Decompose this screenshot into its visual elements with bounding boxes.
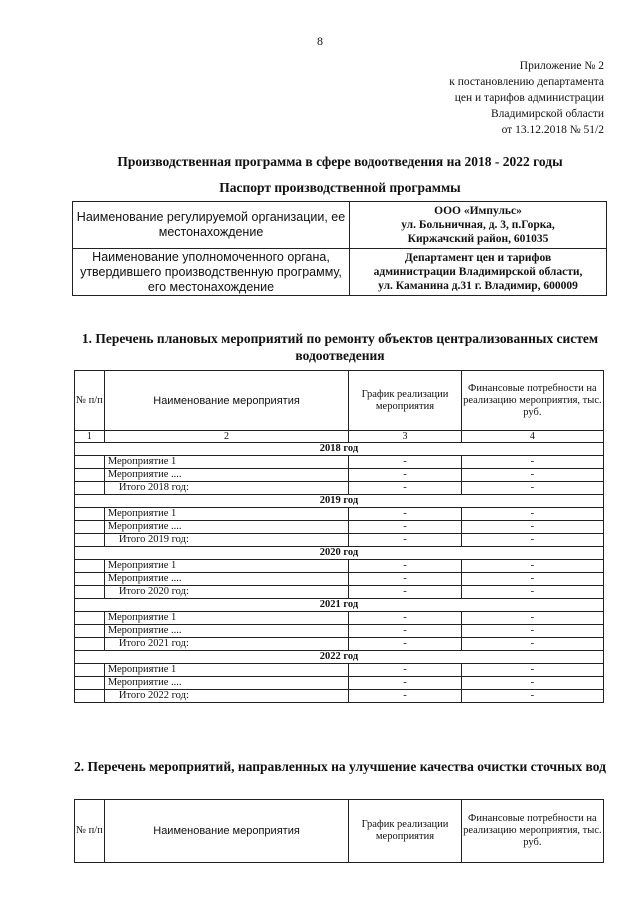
header-number: № п/п bbox=[75, 371, 105, 431]
cell-measure-name: Итого 2022 год: bbox=[104, 690, 348, 703]
cell-schedule: - bbox=[349, 456, 461, 469]
section2-title: 2. Перечень мероприятий, направленных на улучшение качества очистки сточных вод bbox=[74, 759, 606, 774]
cell-finance: - bbox=[461, 690, 603, 703]
passport-row-organization bbox=[73, 202, 607, 249]
cell-finance: - bbox=[461, 560, 603, 573]
cell-finance: - bbox=[461, 664, 603, 677]
cell-finance: - bbox=[461, 638, 603, 651]
column-number-row bbox=[75, 431, 604, 443]
measures-table-section1 bbox=[74, 370, 604, 703]
cell-measure-name: Мероприятие 1 bbox=[104, 508, 348, 521]
cell-schedule: - bbox=[349, 638, 461, 651]
table-row bbox=[75, 534, 604, 547]
cell-schedule: - bbox=[349, 573, 461, 586]
program-title: Производственная программа в сфере водоотведения на 2018 - 2022 годы bbox=[117, 154, 563, 169]
table-row bbox=[75, 638, 604, 651]
cell-finance: - bbox=[461, 469, 603, 482]
cell-number bbox=[75, 677, 105, 690]
cell-schedule: - bbox=[349, 677, 461, 690]
table-header-row bbox=[75, 371, 604, 431]
cell-schedule: - bbox=[349, 690, 461, 703]
passport-row-authority bbox=[73, 249, 607, 296]
cell-number bbox=[75, 508, 105, 521]
table-row bbox=[75, 508, 604, 521]
table-row bbox=[75, 521, 604, 534]
year-row bbox=[75, 443, 604, 456]
year-label: 2021 год bbox=[75, 599, 604, 612]
table-row bbox=[75, 664, 604, 677]
column-number: 3 bbox=[349, 431, 461, 443]
cell-measure-name: Итого 2020 год: bbox=[104, 586, 348, 599]
year-label: 2020 год bbox=[75, 547, 604, 560]
cell-finance: - bbox=[461, 586, 603, 599]
table-row bbox=[75, 677, 604, 690]
table-row bbox=[75, 469, 604, 482]
cell-number bbox=[75, 456, 105, 469]
table-header-row bbox=[75, 800, 604, 863]
cell-measure-name: Мероприятие .... bbox=[104, 469, 348, 482]
table-row bbox=[75, 690, 604, 703]
header-number: № п/п bbox=[75, 800, 105, 863]
cell-measure-name: Мероприятие .... bbox=[104, 625, 348, 638]
cell-schedule: - bbox=[349, 534, 461, 547]
cell-schedule: - bbox=[349, 482, 461, 495]
year-row bbox=[75, 495, 604, 508]
cell-number bbox=[75, 690, 105, 703]
org-value-line: ООО «Импульс» bbox=[434, 205, 522, 217]
header-schedule: График реализации мероприятия bbox=[349, 800, 461, 863]
appendix-line: к постановлению департамента bbox=[449, 76, 604, 88]
column-number: 4 bbox=[461, 431, 603, 443]
appendix-line: цен и тарифов администрации bbox=[454, 92, 604, 104]
cell-number bbox=[75, 469, 105, 482]
header-finance: Финансовые потребности на реализацию мероприятия, тыс. руб. bbox=[461, 800, 603, 863]
cell-measure-name: Итого 2019 год: bbox=[104, 534, 348, 547]
year-label: 2018 год bbox=[75, 443, 604, 456]
year-row bbox=[75, 651, 604, 664]
appendix-line: Владимирской области bbox=[490, 108, 604, 120]
cell-finance: - bbox=[461, 521, 603, 534]
cell-measure-name: Мероприятие 1 bbox=[104, 456, 348, 469]
column-number: 2 bbox=[104, 431, 348, 443]
authority-label: Наименование уполномоченного органа, утвердившего производственную программу, его местонахождение bbox=[73, 249, 350, 296]
cell-finance: - bbox=[461, 456, 603, 469]
cell-schedule: - bbox=[349, 560, 461, 573]
passport-table bbox=[72, 201, 607, 296]
cell-measure-name: Мероприятие 1 bbox=[104, 612, 348, 625]
cell-finance: - bbox=[461, 573, 603, 586]
page-number: 8 bbox=[317, 34, 323, 48]
header-measure-name: Наименование мероприятия bbox=[104, 800, 348, 863]
cell-number bbox=[75, 612, 105, 625]
cell-number bbox=[75, 586, 105, 599]
authority-value-line: Департамент цен и тарифов bbox=[404, 252, 552, 264]
year-row bbox=[75, 547, 604, 560]
year-row bbox=[75, 599, 604, 612]
cell-measure-name: Мероприятие .... bbox=[104, 677, 348, 690]
cell-schedule: - bbox=[349, 586, 461, 599]
cell-number bbox=[75, 521, 105, 534]
cell-measure-name: Итого 2018 год: bbox=[104, 482, 348, 495]
table-row bbox=[75, 456, 604, 469]
year-label: 2019 год bbox=[75, 495, 604, 508]
cell-measure-name: Итого 2021 год: bbox=[104, 638, 348, 651]
measures-table-section2 bbox=[74, 799, 604, 863]
appendix-line: Приложение № 2 bbox=[519, 60, 604, 72]
table-row bbox=[75, 586, 604, 599]
cell-number bbox=[75, 638, 105, 651]
cell-measure-name: Мероприятие .... bbox=[104, 521, 348, 534]
table-row bbox=[75, 573, 604, 586]
cell-finance: - bbox=[461, 508, 603, 521]
cell-number bbox=[75, 482, 105, 495]
cell-number bbox=[75, 625, 105, 638]
cell-finance: - bbox=[461, 677, 603, 690]
org-value bbox=[350, 202, 607, 249]
cell-measure-name: Мероприятие 1 bbox=[104, 560, 348, 573]
authority-value-line: администрации Владимирской области, bbox=[373, 266, 583, 278]
org-label: Наименование регулируемой организации, ее местонахождение bbox=[73, 202, 350, 249]
cell-number bbox=[75, 664, 105, 677]
passport-title: Паспорт производственной программы bbox=[219, 180, 461, 195]
authority-value bbox=[350, 249, 607, 296]
table-row bbox=[75, 482, 604, 495]
cell-schedule: - bbox=[349, 612, 461, 625]
appendix-line: от 13.12.2018 № 51/2 bbox=[501, 124, 604, 136]
cell-schedule: - bbox=[349, 469, 461, 482]
org-value-line: Киржачский район, 601035 bbox=[407, 233, 549, 245]
cell-number bbox=[75, 560, 105, 573]
cell-number bbox=[75, 573, 105, 586]
table-row bbox=[75, 560, 604, 573]
table-row bbox=[75, 625, 604, 638]
column-number: 1 bbox=[75, 431, 105, 443]
cell-number bbox=[75, 534, 105, 547]
cell-schedule: - bbox=[349, 625, 461, 638]
cell-schedule: - bbox=[349, 508, 461, 521]
cell-finance: - bbox=[461, 534, 603, 547]
authority-value-line: ул. Каманина д.31 г. Владимир, 600009 bbox=[378, 280, 578, 292]
cell-schedule: - bbox=[349, 521, 461, 534]
cell-finance: - bbox=[461, 625, 603, 638]
org-value-line: ул. Больничная, д. 3, п.Горка, bbox=[401, 219, 555, 231]
cell-finance: - bbox=[461, 482, 603, 495]
year-label: 2022 год bbox=[75, 651, 604, 664]
table-row bbox=[75, 612, 604, 625]
header-finance: Финансовые потребности на реализацию мероприятия, тыс. руб. bbox=[461, 371, 603, 431]
header-schedule: График реализации мероприятия bbox=[349, 371, 461, 431]
cell-schedule: - bbox=[349, 664, 461, 677]
header-measure-name: Наименование мероприятия bbox=[104, 371, 348, 431]
appendix-header bbox=[449, 58, 604, 138]
cell-measure-name: Мероприятие .... bbox=[104, 573, 348, 586]
section1-title: 1. Перечень плановых мероприятий по ремонту объектов централизованных систем водоотведения bbox=[81, 331, 599, 363]
cell-finance: - bbox=[461, 612, 603, 625]
cell-measure-name: Мероприятие 1 bbox=[104, 664, 348, 677]
